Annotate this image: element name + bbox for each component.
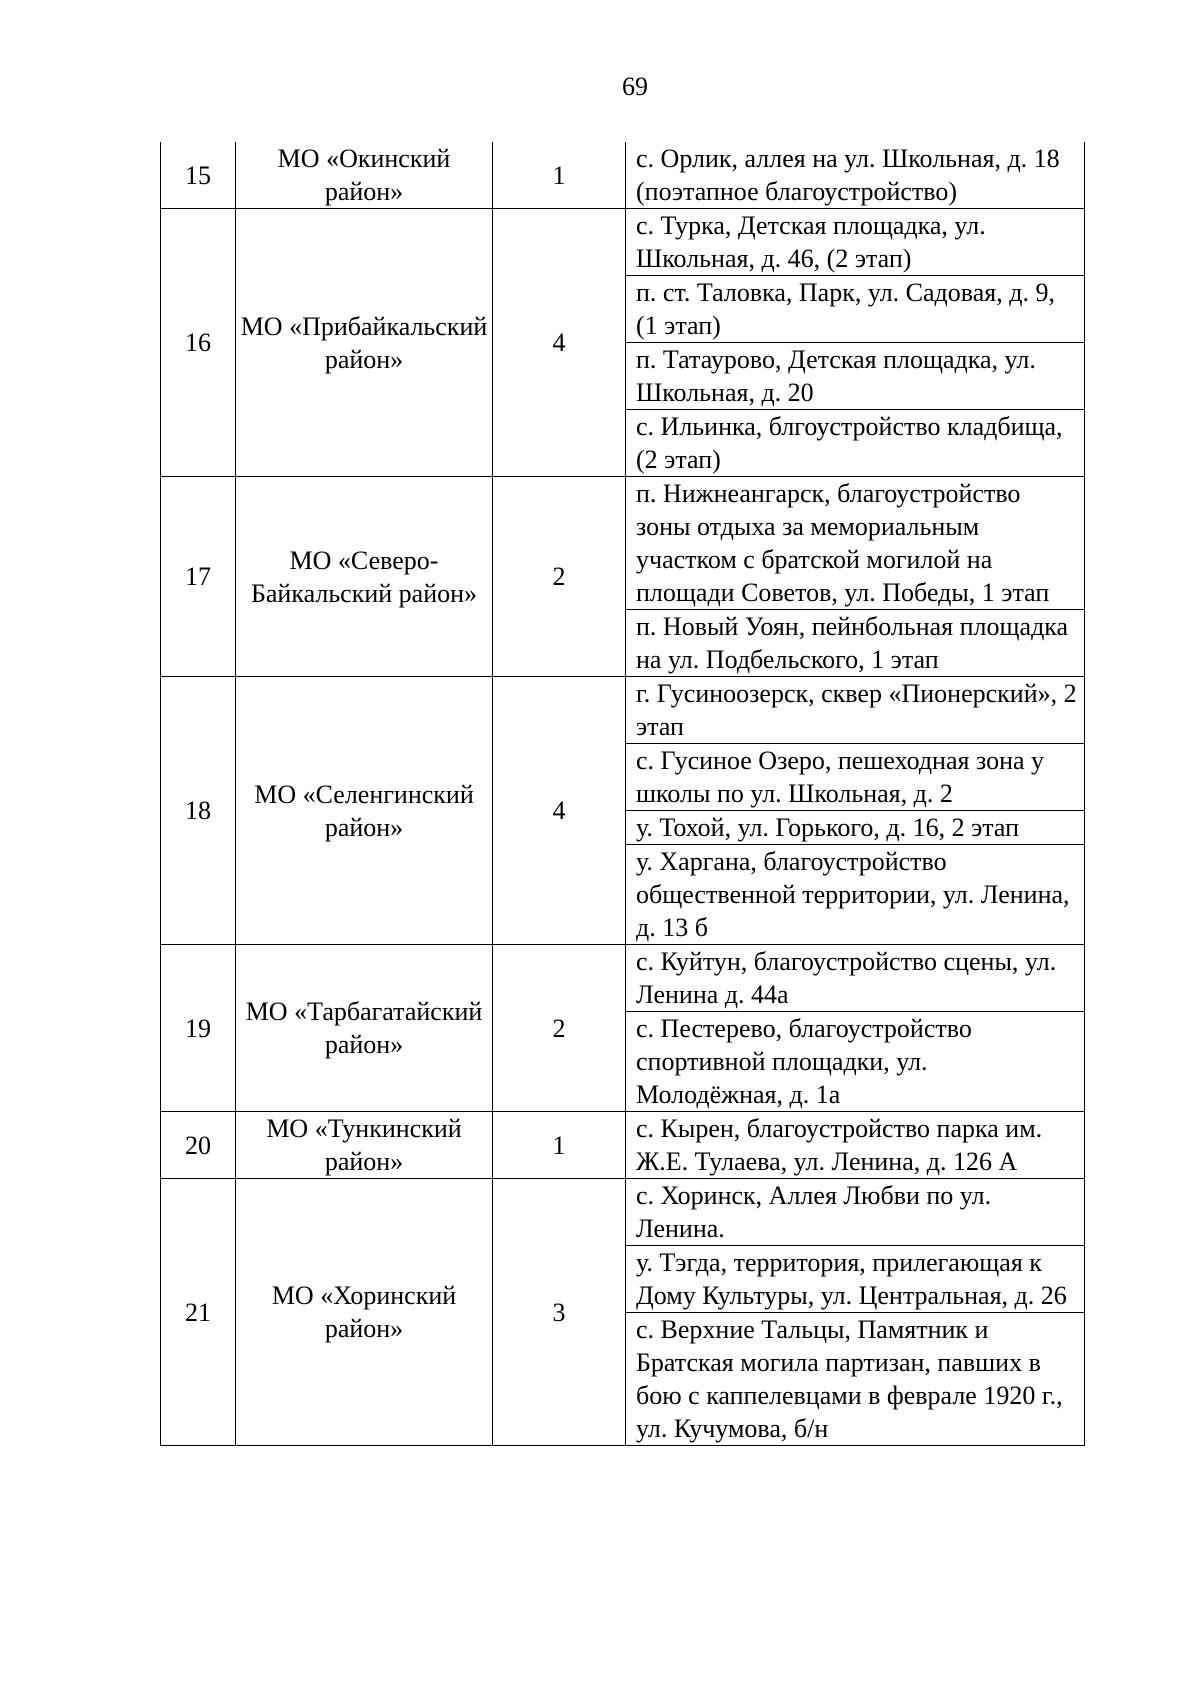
site-description: с. Кырен, благоустройство парка им. Ж.Е. Тулаева, ул. Ленина, д. 126 А xyxy=(626,1112,1085,1179)
site-description: с. Ильинка, блгоустройство кладбища, (2 этап) xyxy=(626,410,1085,477)
site-description: у. Харгана, благоустройство общественной территории, ул. Ленина, д. 13 б xyxy=(626,845,1085,945)
table-row xyxy=(161,1179,1085,1246)
district-projects-table xyxy=(160,142,1084,1568)
object-count: 4 xyxy=(493,209,626,477)
site-description: п. Нижнеангарск, благоустройство зоны отдыха за мемориальным участком с братской могилой на площади Советов, ул. Победы, 1 этап xyxy=(626,477,1085,610)
table xyxy=(160,142,1085,1446)
object-count: 4 xyxy=(493,677,626,945)
site-description: у. Тохой, ул. Горького, д. 16, 2 этап xyxy=(626,811,1085,845)
district-name: МО «Тарбагатайский район» xyxy=(236,945,493,1112)
page-number: 69 xyxy=(622,72,648,101)
table-row xyxy=(161,209,1085,276)
row-number: 20 xyxy=(161,1112,236,1179)
object-count: 1 xyxy=(493,1112,626,1179)
site-description: с. Верхние Тальцы, Памятник и Братская могила партизан, павших в бою с каппелевцами в феврале 1920 г., ул. Кучумова, б/н xyxy=(626,1313,1085,1446)
site-description: п. Новый Уоян, пейнбольная площадка на ул. Подбельского, 1 этап xyxy=(626,610,1085,677)
table-row xyxy=(161,1112,1085,1179)
district-name: МО «Селенгинский район» xyxy=(236,677,493,945)
district-name: МО «Хоринский район» xyxy=(236,1179,493,1446)
table-row xyxy=(161,945,1085,1012)
object-count: 3 xyxy=(493,1179,626,1446)
row-number: 15 xyxy=(161,142,236,209)
site-description: с. Куйтун, благоустройство сцены, ул. Ленина д. 44а xyxy=(626,945,1085,1012)
site-description: с. Пестерево, благоустройство спортивной площадки, ул. Молодёжная, д. 1а xyxy=(626,1012,1085,1112)
row-number: 16 xyxy=(161,209,236,477)
district-name: МО «Прибайкальский район» xyxy=(236,209,493,477)
table-row xyxy=(161,142,1085,209)
district-name: МО «Окинский район» xyxy=(236,142,493,209)
site-description: у. Тэгда, территория, прилегающая к Дому Культуры, ул. Центральная, д. 26 xyxy=(626,1246,1085,1313)
object-count: 1 xyxy=(493,142,626,209)
site-description: с. Турка, Детская площадка, ул. Школьная, д. 46, (2 этап) xyxy=(626,209,1085,276)
site-description: п. Татаурово, Детская площадка, ул. Школьная, д. 20 xyxy=(626,343,1085,410)
object-count: 2 xyxy=(493,477,626,677)
site-description: г. Гусиноозерск, сквер «Пионерский», 2 этап xyxy=(626,677,1085,744)
row-number: 18 xyxy=(161,677,236,945)
row-number: 21 xyxy=(161,1179,236,1446)
object-count: 2 xyxy=(493,945,626,1112)
table-row xyxy=(161,477,1085,610)
district-name: МО «Тункинский район» xyxy=(236,1112,493,1179)
site-description: с. Гусиное Озеро, пешеходная зона у школы по ул. Школьная, д. 2 xyxy=(626,744,1085,811)
site-description: п. ст. Таловка, Парк, ул. Садовая, д. 9, (1 этап) xyxy=(626,276,1085,343)
site-description: с. Хоринск, Аллея Любви по ул. Ленина. xyxy=(626,1179,1085,1246)
district-name: МО «Северо-Байкальский район» xyxy=(236,477,493,677)
table-row xyxy=(161,677,1085,744)
row-number: 17 xyxy=(161,477,236,677)
site-description: с. Орлик, аллея на ул. Школьная, д. 18 (поэтапное благоустройство) xyxy=(626,142,1085,209)
row-number: 19 xyxy=(161,945,236,1112)
